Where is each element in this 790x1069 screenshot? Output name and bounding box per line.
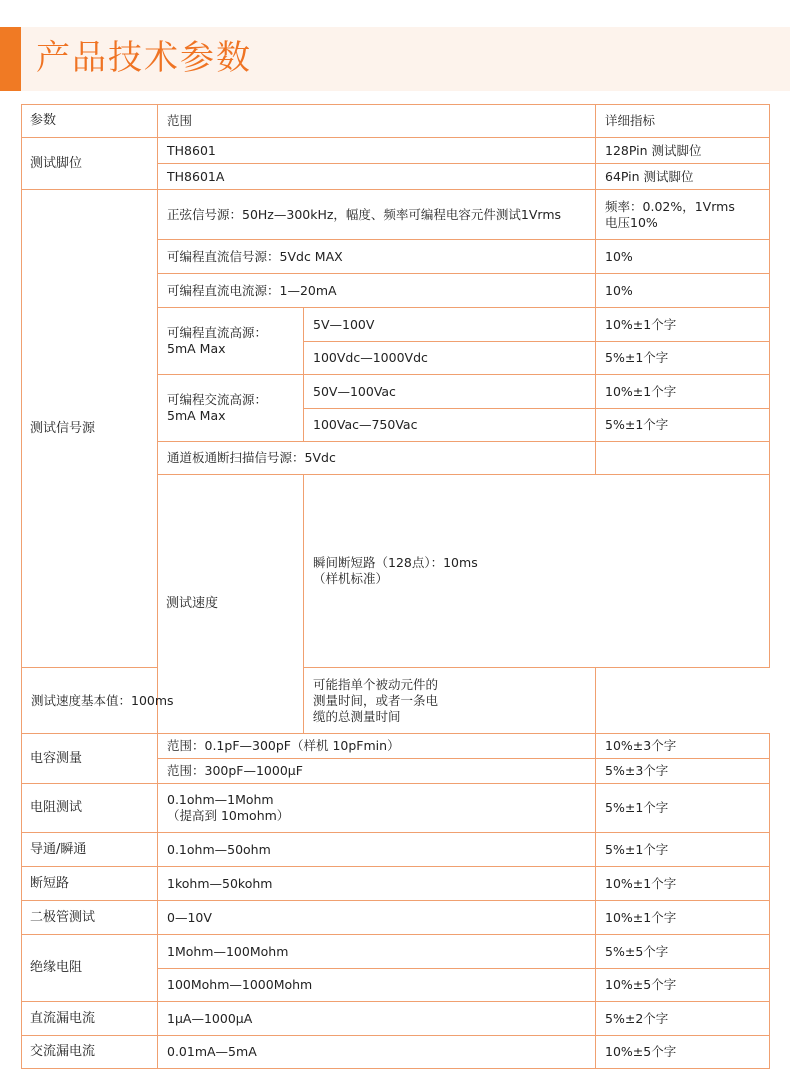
range-cell: 可编程直流高源： 5mA Max	[158, 308, 304, 375]
range-cell: 可编程交流高源： 5mA Max	[158, 375, 304, 442]
table-row	[22, 1036, 770, 1069]
range-cell: 0.1ohm—1Mohm （提高到 10mohm）	[158, 784, 596, 833]
range-cell: 瞬间断短路（128点）：10ms （样机标准）	[304, 475, 770, 668]
range-cell: 范围：0.1pF—300pF（样机 10pFmin）	[158, 734, 596, 759]
section-header	[0, 27, 790, 91]
range-cell: 通道板通断扫描信号源：5Vdc	[158, 442, 596, 475]
range-cell: 0—10V	[158, 901, 596, 935]
detail-cell: 5%±1个字	[596, 833, 770, 867]
detail-cell: 5%±5个字	[596, 935, 770, 969]
detail-cell: 5%±2个字	[596, 1002, 770, 1036]
short-label: 断短路	[22, 867, 158, 901]
range-cell: 可编程直流电流源：1—20mA	[158, 274, 596, 308]
range-cell: 1μA—1000μA	[158, 1002, 596, 1036]
range-cell: 1Mohm—100Mohm	[158, 935, 596, 969]
header-range: 范围	[158, 105, 596, 138]
range-cell: 1kohm—50kohm	[158, 867, 596, 901]
continuity-label: 导通/瞬通	[22, 833, 158, 867]
header-detail: 详细指标	[596, 105, 770, 138]
table-row	[22, 901, 770, 935]
range-cell: 测试速度基本值：100ms	[22, 668, 304, 734]
detail-cell: 10%±1个字	[596, 375, 770, 409]
pins-label: 测试脚位	[22, 138, 158, 190]
diode-label: 二极管测试	[22, 901, 158, 935]
detail-cell: 10%±1个字	[596, 901, 770, 935]
ac-leak-label: 交流漏电流	[22, 1036, 158, 1069]
table-row	[22, 190, 770, 240]
detail-cell: 频率：0.02%，1Vrms 电压10%	[596, 190, 770, 240]
range-cell: 0.01mA—5mA	[158, 1036, 596, 1069]
range-cell: 正弦信号源：50Hz—300kHz，幅度、频率可编程电容元件测试1Vrms	[158, 190, 596, 240]
detail-cell: 64Pin 测试脚位	[596, 164, 770, 190]
page-title: 产品技术参数	[36, 38, 252, 78]
range-cell: 范围：300pF—1000μF	[158, 759, 596, 784]
header-param: 参数	[22, 105, 158, 138]
sub-range-cell: 100Vdc—1000Vdc	[304, 342, 596, 375]
spec-table	[21, 104, 770, 1069]
range-cell: TH8601A	[158, 164, 596, 190]
range-cell: TH8601	[158, 138, 596, 164]
detail-cell: 10%±1个字	[596, 867, 770, 901]
table-header-row	[22, 105, 770, 138]
sub-range-cell: 5V—100V	[304, 308, 596, 342]
detail-cell: 10%±3个字	[596, 734, 770, 759]
table-row	[22, 833, 770, 867]
detail-cell: 10%	[596, 240, 770, 274]
sub-range-cell: 50V—100Vac	[304, 375, 596, 409]
detail-cell: 10%±5个字	[596, 1036, 770, 1069]
detail-cell	[596, 442, 770, 475]
detail-cell: 128Pin 测试脚位	[596, 138, 770, 164]
sub-range-cell: 100Vac—750Vac	[304, 409, 596, 442]
table-row	[22, 138, 770, 164]
detail-cell: 10%±5个字	[596, 969, 770, 1002]
detail-cell: 10%	[596, 274, 770, 308]
insulation-label: 绝缘电阻	[22, 935, 158, 1002]
table-row	[22, 668, 770, 734]
range-cell: 可编程直流信号源：5Vdc MAX	[158, 240, 596, 274]
detail-cell: 10%±1个字	[596, 308, 770, 342]
table-row	[22, 784, 770, 833]
table-row	[22, 867, 770, 901]
detail-cell: 5%±3个字	[596, 759, 770, 784]
resistance-label: 电阻测试	[22, 784, 158, 833]
table-row	[22, 1002, 770, 1036]
detail-cell: 5%±1个字	[596, 342, 770, 375]
speed-label: 测试速度	[158, 475, 304, 734]
table-row	[22, 734, 770, 759]
detail-cell: 可能指单个被动元件的 测量时间，或者一条电 缆的总测量时间	[304, 668, 596, 734]
range-cell: 0.1ohm—50ohm	[158, 833, 596, 867]
capacitance-label: 电容测量	[22, 734, 158, 784]
dc-leak-label: 直流漏电流	[22, 1002, 158, 1036]
detail-cell: 5%±1个字	[596, 409, 770, 442]
range-cell: 100Mohm—1000Mohm	[158, 969, 596, 1002]
accent-bar	[0, 27, 21, 91]
signal-label: 测试信号源	[22, 190, 158, 668]
detail-cell: 5%±1个字	[596, 784, 770, 833]
